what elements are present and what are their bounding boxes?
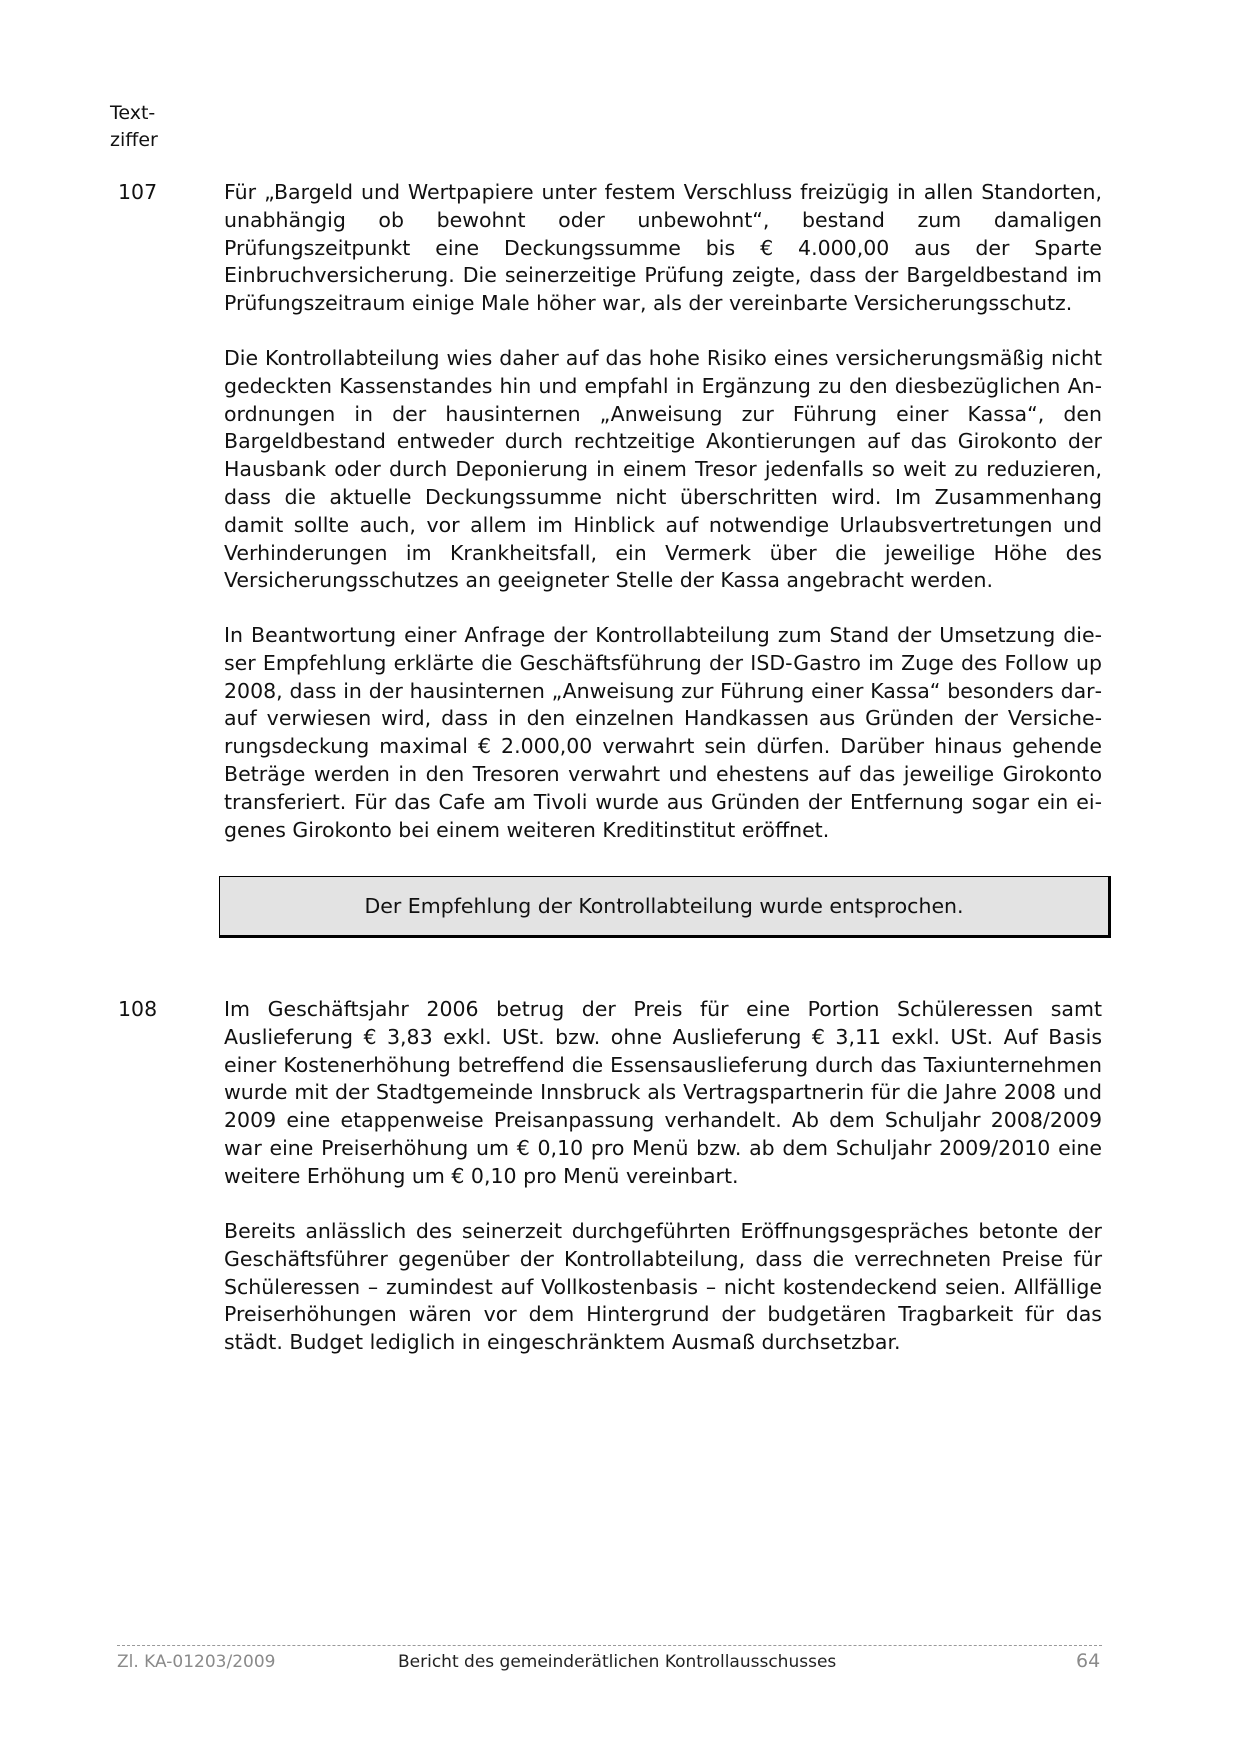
footer-divider: [117, 1645, 1102, 1646]
margin-label-line-1: Text-: [110, 102, 156, 124]
section-107-paragraph-2: Die Kontrollabteilung wies daher auf das hohe Risiko eines versicherungsmäßig nicht gedeckten Kassenstandes hin und empfahl in Ergänzung zu den diesbezüglichen Anordnungen in der hausinternen „Anweisung zur Führung einer Kassa“, den Bargeldbestand entweder durch rechtzeitige Akontierungen auf das Girokonto der Hausbank oder durch Deponierung in einem Tresor jedenfalls so weit zu reduzieren, dass die aktuelle Deckungssumme nicht überschritten wird. Im Zusammenhang damit sollte auch, vor allem im Hinblick auf notwendige Urlaubsvertretungen und Verhinderungen im Krankheitsfall, ein Vermerk über die jeweilige Höhe des Versicherungsschutzes an geeigneter Stelle der Kassa angebracht werden.: [224, 346, 1102, 593]
section-108-paragraph-2: Bereits anlässlich des seinerzeit durchgeführten Eröffnungsgespräches betonte der Geschäftsführer gegenüber der Kontrollabteilung, dass die verrechneten Preise für Schüleressen – zumindest auf Vollkostenbasis – nicht kostendeckend seien. Allfällige Preiserhöhungen wären vor dem Hintergrund der budgetären Tragbarkeit für das städt. Budget lediglich in eingeschränktem Ausmaß durchsetzbar.: [224, 1219, 1102, 1355]
footer-report-title: Bericht des gemeinderätlichen Kontrollausschusses: [398, 1652, 837, 1672]
finding-box: [219, 876, 1111, 938]
finding-text: Der Empfehlung der Kontrollabteilung wurde entsprochen.: [364, 894, 964, 918]
section-107-paragraph-1: Für „Bargeld und Wertpapiere unter festem Verschluss freizügig in allen Standorten, unabhängig ob bewohnt oder unbewohnt“, bestand zum damaligen Prüfungszeitpunkt eine Deckungssumme bis € 4.000,00 aus der Sparte Einbruchversicherung. Die seinerzeitige Prüfung zeigte, dass der Bargeldbestand im Prüfungszeitraum einige Male höher war, als der vereinbarte Versicherungsschutz.: [224, 180, 1102, 316]
section-number-107: 107: [118, 180, 158, 204]
section-108-paragraph-1: Im Geschäftsjahr 2006 betrug der Preis für eine Portion Schüleressen samt Auslieferung € 3,83 exkl. USt. bzw. ohne Auslieferung € 3,11 exkl. USt. Auf Basis einer Kostenerhöhung betreffend die Essensauslieferung durch das Taxiunternehmen wurde mit der Stadtgemeinde Innsbruck als Vertragspartnerin für die Jahre 2008 und 2009 eine etappenweise Preisanpassung verhandelt. Ab dem Schuljahr 2008/2009 war eine Preiserhöhung um € 0,10 pro Menü bzw. ab dem Schuljahr 2009/2010 eine weitere Erhöhung um € 0,10 pro Menü vereinbart.: [224, 997, 1102, 1188]
page-number: 64: [1076, 1650, 1101, 1672]
section-number-108: 108: [118, 997, 158, 1021]
margin-label-line-2: ziffer: [110, 129, 158, 151]
margin-label: [110, 100, 180, 154]
footer-reference: Zl. KA-01203/2009: [117, 1652, 276, 1672]
section-107-paragraph-3: In Beantwortung einer Anfrage der Kontrollabteilung zum Stand der Umsetzung dieser Empfehlung erklärte die Geschäftsführung der ISD-Gastro im Zuge des Follow up 2008, dass in der hausinternen „Anweisung zur Führung einer Kassa“ besonders darauf verwiesen wird, dass in den einzelnen Handkassen aus Gründen der Versicherungsdeckung maximal € 2.000,00 verwahrt sein dürfen. Darüber hinaus gehende Beträge werden in den Tresoren verwahrt und ehestens auf das jeweilige Girokonto transferiert. Für das Cafe am Tivoli wurde aus Gründen der Entfernung sogar ein eigenes Girokonto bei einem weiteren Kreditinstitut eröffnet.: [224, 623, 1102, 842]
